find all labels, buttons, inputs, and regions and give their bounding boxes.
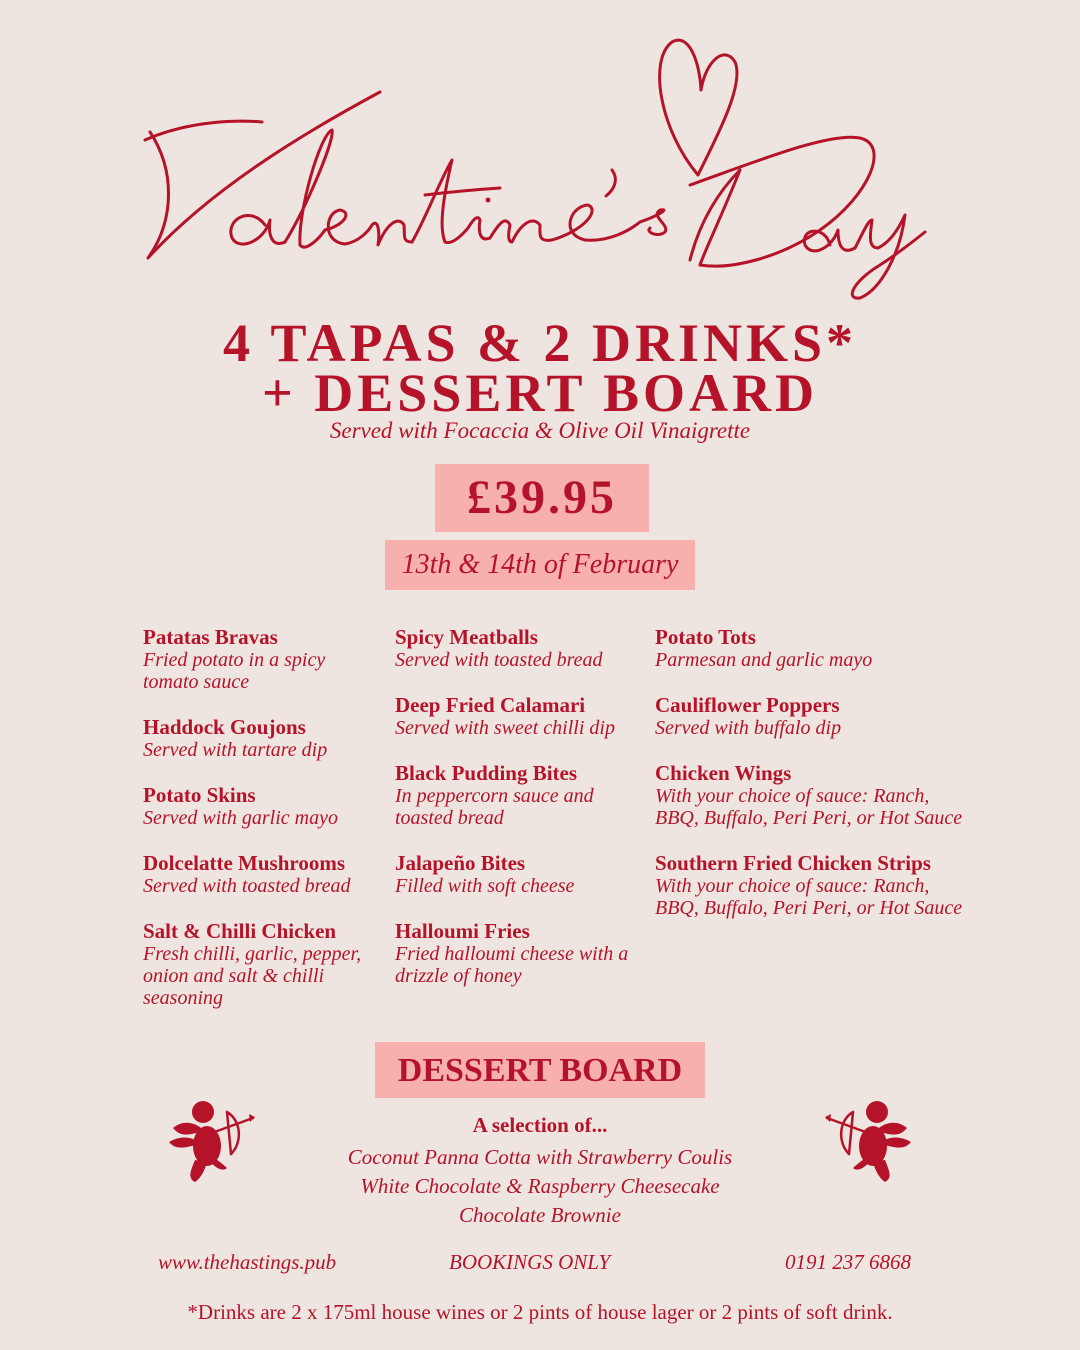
menu-item-name: Southern Fried Chicken Strips: [655, 851, 931, 875]
menu-item-name: Jalapeño Bites: [395, 851, 526, 875]
menu-item: [395, 693, 645, 739]
valentines-day-title: [0, 20, 1080, 300]
menu-item-name: Patatas Bravas: [143, 625, 278, 649]
menu-column-3: [655, 625, 965, 941]
website-link[interactable]: www.thehastings.pub: [158, 1250, 337, 1274]
headline-line-2: + DESSERT BOARD: [261, 363, 819, 423]
menu-item-desc: Served with toasted bread: [395, 649, 603, 671]
menu-item-name: Dolcelatte Mushrooms: [143, 851, 345, 875]
menu-item: [395, 761, 645, 829]
menu-item: [655, 625, 965, 671]
menu-item-name: Potato Tots: [655, 625, 756, 649]
menu-item: [655, 693, 965, 739]
menu-item-name: Spicy Meatballs: [395, 625, 538, 649]
menu-item-desc: With your choice of sauce: Ranch, BBQ, Buffalo, Peri Peri, or Hot Sauce: [655, 875, 963, 919]
menu-item: [143, 625, 383, 693]
menu-item-desc: In peppercorn sauce and toasted bread: [395, 785, 594, 829]
menu-item-desc: Fresh chilli, garlic, pepper, onion and salt & chilli seasoning: [143, 943, 362, 1009]
menu-column-1: [143, 625, 383, 1031]
bookings-note: BOOKINGS ONLY: [449, 1250, 611, 1274]
menu-item-desc: Served with tartare dip: [143, 739, 328, 761]
menu-item-desc: Parmesan and garlic mayo: [655, 649, 873, 671]
menu-item-desc: Served with sweet chilli dip: [395, 717, 615, 739]
menu-item: [655, 761, 965, 829]
menu-item-desc: Served with buffalo dip: [655, 717, 842, 739]
dessert-item: Chocolate Brownie: [459, 1203, 621, 1227]
menu-item: [395, 625, 645, 671]
menu-item-desc: Served with toasted bread: [143, 875, 351, 897]
menu-item-desc: Fried potato in a spicy tomato sauce: [143, 649, 326, 693]
menu-item: [143, 715, 383, 761]
menu-item-desc: Filled with soft cheese: [395, 875, 575, 897]
phone-number[interactable]: 0191 237 6868: [785, 1250, 911, 1274]
dessert-board-heading: DESSERT BOARD: [375, 1042, 705, 1098]
dessert-list: [0, 1143, 1080, 1230]
menu-item: [395, 919, 645, 987]
cupid-icon: [823, 1098, 915, 1184]
price-badge: £39.95: [435, 464, 649, 532]
menu-item-name: Chicken Wings: [655, 761, 792, 785]
dessert-item: Coconut Panna Cotta with Strawberry Coulis: [347, 1145, 733, 1169]
menu-item-name: Halloumi Fries: [395, 919, 530, 943]
dessert-intro: A selection of...: [472, 1113, 608, 1137]
menu-item-name: Black Pudding Bites: [395, 761, 578, 785]
menu-item: [143, 783, 383, 829]
drinks-disclaimer: *Drinks are 2 x 175ml house wines or 2 pints of house lager or 2 pints of soft drink.: [187, 1300, 893, 1324]
dates-badge: 13th & 14th of February: [385, 540, 695, 590]
menu-item: [143, 851, 383, 897]
menu-item: [143, 919, 383, 1009]
menu-item: [395, 851, 645, 897]
menu-item-desc: Served with garlic mayo: [143, 807, 338, 829]
menu-item-name: Salt & Chilli Chicken: [143, 919, 337, 943]
menu-column-2: [395, 625, 645, 1009]
dessert-item: White Chocolate & Raspberry Cheesecake: [360, 1174, 720, 1198]
menu-item-name: Deep Fried Calamari: [395, 693, 586, 717]
menu-item-name: Cauliflower Poppers: [655, 693, 840, 717]
menu-item-name: Haddock Goujons: [143, 715, 306, 739]
served-with-note: Served with Focaccia & Olive Oil Vinaigrette: [329, 418, 751, 443]
menu-item-desc: Fried halloumi cheese with a drizzle of honey: [395, 943, 629, 987]
headline-line-1: 4 TAPAS & 2 DRINKS*: [222, 313, 858, 373]
menu-item-name: Potato Skins: [143, 783, 256, 807]
menu-item-desc: With your choice of sauce: Ranch, BBQ, Buffalo, Peri Peri, or Hot Sauce: [655, 785, 963, 829]
menu-item: [655, 851, 965, 919]
heart-icon: [660, 40, 737, 175]
